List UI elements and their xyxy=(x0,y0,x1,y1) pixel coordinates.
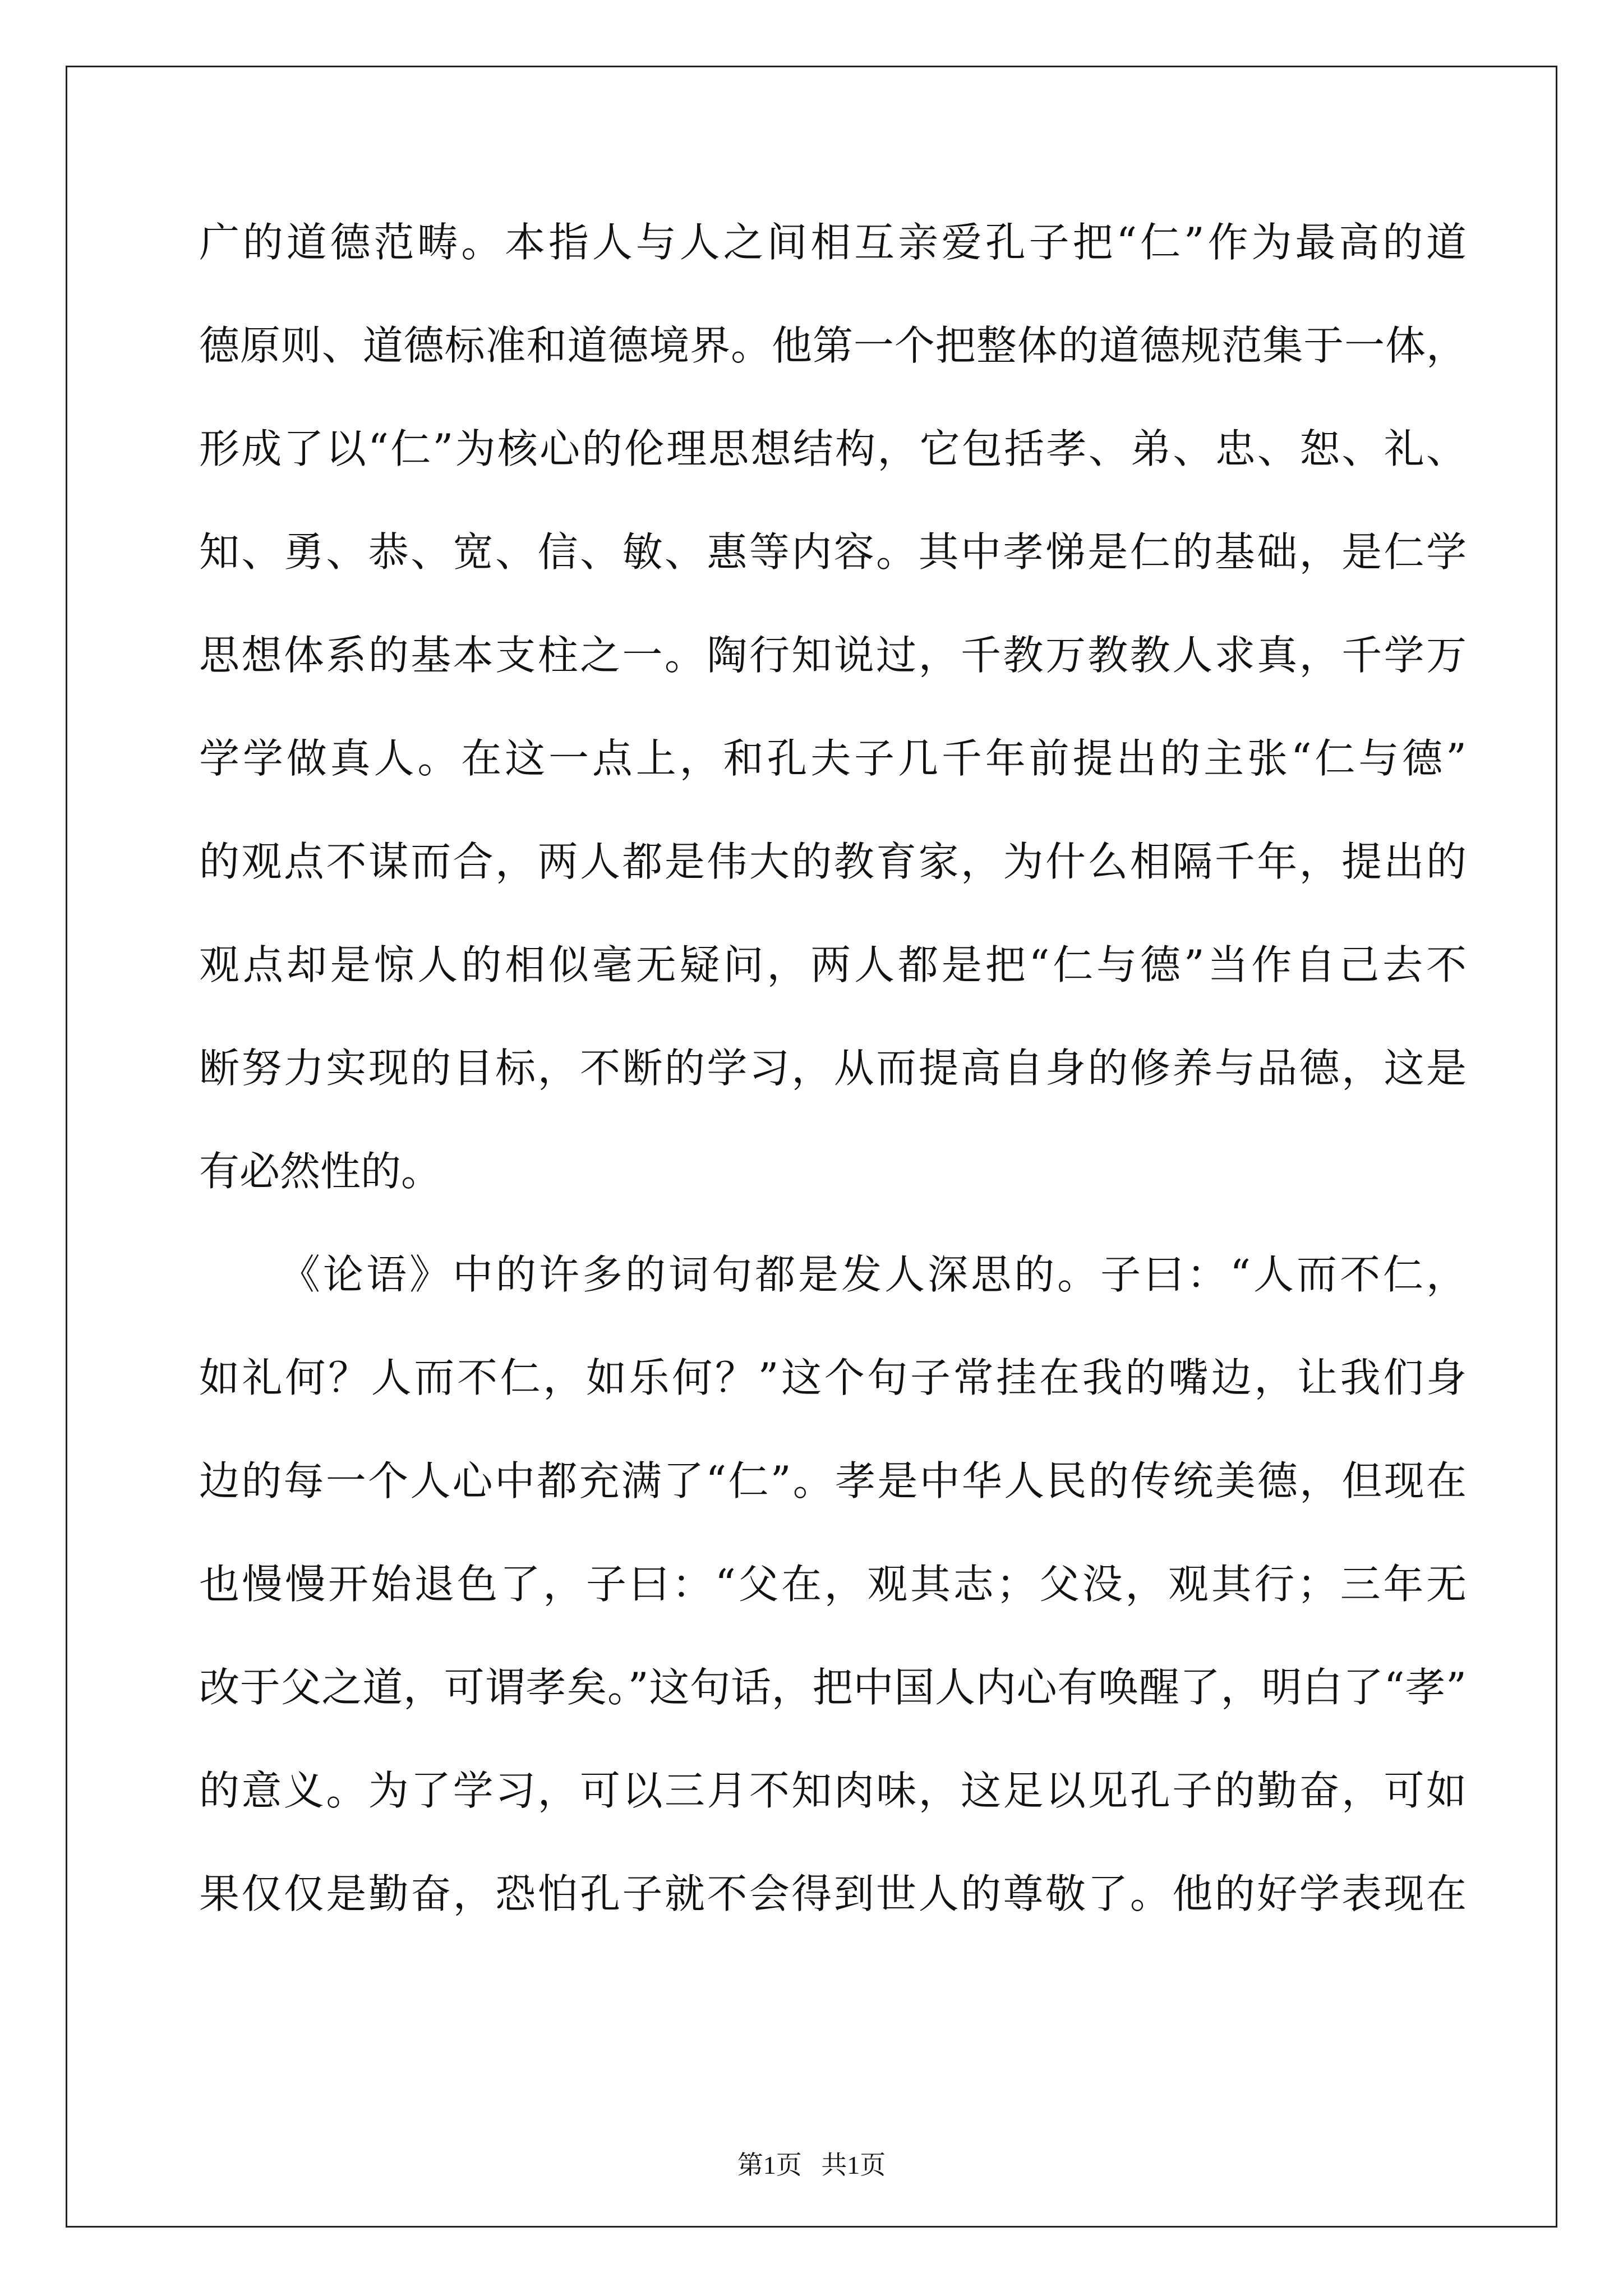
text-line: 思想体系的基本支柱之一。陶行知说过，千教万教教人求真，千学万 xyxy=(199,632,1467,679)
text-line: 改于父之道，可谓孝矣。”这句话，把中国人内心有唤醒了，明白了“孝” xyxy=(199,1664,1467,1711)
page-number: 第1页 共1页 xyxy=(737,2151,886,2179)
text-line: 观点却是惊人的相似毫无疑问，两人都是把“仁与德”当作自己去不 xyxy=(199,941,1467,988)
text-line: 边的每一个人心中都充满了“仁”。孝是中华人民的传统美德，但现在 xyxy=(199,1457,1467,1504)
paragraph-first-line: 《论语》中的许多的词句都是发人深思的。子曰：“人而不仁， xyxy=(280,1251,1467,1298)
text-line: 学学做真人。在这一点上，和孔夫子几千年前提出的主张“仁与德” xyxy=(199,735,1467,782)
text-line: 德原则、道德标准和道德境界。他第一个把整体的道德规范集于一体， xyxy=(199,322,1467,369)
text-line: 形成了以“仁”为核心的伦理思想结构，它包括孝、弟、忠、恕、礼、 xyxy=(199,425,1467,472)
text-line: 如礼何？人而不仁，如乐何？”这个句子常挂在我的嘴边，让我们身 xyxy=(199,1354,1467,1401)
document-body xyxy=(199,191,1467,1945)
text-line: 知、勇、恭、宽、信、敏、惠等内容。其中孝悌是仁的基础，是仁学 xyxy=(199,528,1467,576)
text-line: 的意义。为了学习，可以三月不知肉味，这足以见孔子的勤奋，可如 xyxy=(199,1767,1467,1814)
text-line: 的观点不谋而合，两人都是伟大的教育家，为什么相隔千年，提出的 xyxy=(199,838,1467,885)
text-line: 断努力实现的目标，不断的学习，从而提高自身的修养与品德，这是 xyxy=(199,1045,1467,1092)
text-line: 广的道德范畴。本指人与人之间相互亲爱孔子把“仁”作为最高的道 xyxy=(199,219,1467,266)
text-line: 也慢慢开始退色了，子曰：“父在，观其志；父没，观其行；三年无 xyxy=(199,1561,1467,1608)
page-footer xyxy=(0,2148,1623,2182)
text-line: 果仅仅是勤奋，恐怕孔子就不会得到世人的尊敬了。他的好学表现在 xyxy=(199,1870,1467,1917)
text-line: 有必然性的。 xyxy=(199,1148,442,1195)
